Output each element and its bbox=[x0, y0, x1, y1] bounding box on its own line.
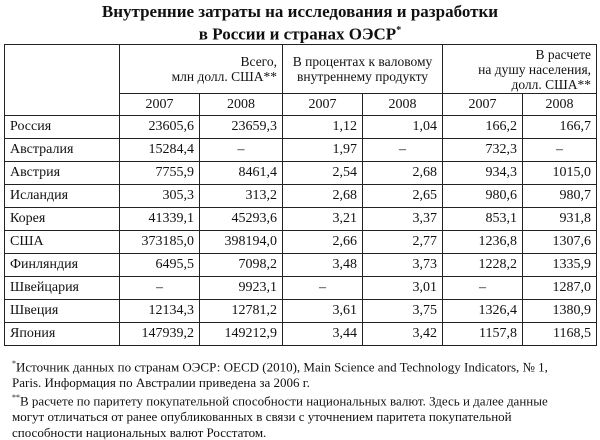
year-header-cell: 2008 bbox=[200, 94, 283, 116]
value-cell: 2,66 bbox=[283, 231, 363, 254]
year-header-cell: 2007 bbox=[443, 94, 523, 116]
footnote-1-line-1: Источник данных по странам ОЭСР: OECD (2010), Main Science and Technology Indicators, № 1, bbox=[16, 359, 548, 375]
value-cell: 2,65 bbox=[363, 185, 443, 208]
country-cell: Япония bbox=[5, 323, 120, 346]
value-cell: 1,12 bbox=[283, 116, 363, 139]
value-cell: 1236,8 bbox=[443, 231, 523, 254]
document-title bbox=[0, 2, 600, 44]
value-cell: 398194,0 bbox=[200, 231, 283, 254]
value-cell: 166,2 bbox=[443, 116, 523, 139]
value-cell: 23605,6 bbox=[120, 116, 200, 139]
value-cell: 3,48 bbox=[283, 254, 363, 277]
value-cell: 9923,1 bbox=[200, 277, 283, 300]
footnote-2-line-3: способности национальных валют Росстатом. bbox=[12, 424, 267, 440]
value-cell: 2,68 bbox=[363, 162, 443, 185]
country-cell: Австралия bbox=[5, 139, 120, 162]
table-row bbox=[5, 185, 597, 208]
value-cell: 1228,2 bbox=[443, 254, 523, 277]
value-cell: 1157,8 bbox=[443, 323, 523, 346]
value-cell: – bbox=[363, 139, 443, 162]
value-cell: 41339,1 bbox=[120, 208, 200, 231]
value-cell: 732,3 bbox=[443, 139, 523, 162]
value-cell: 7755,9 bbox=[120, 162, 200, 185]
table-row bbox=[5, 162, 597, 185]
title-line-2-text: в России и странах ОЭСР bbox=[198, 24, 397, 44]
group-header-row bbox=[5, 45, 597, 94]
value-cell: 3,75 bbox=[363, 300, 443, 323]
value-cell: 45293,6 bbox=[200, 208, 283, 231]
country-cell: Австрия bbox=[5, 162, 120, 185]
table-row bbox=[5, 254, 597, 277]
value-cell: 12134,3 bbox=[120, 300, 200, 323]
year-header-cell: 2008 bbox=[523, 94, 597, 116]
value-cell: 313,2 bbox=[200, 185, 283, 208]
table-row bbox=[5, 231, 597, 254]
value-cell: 980,7 bbox=[523, 185, 597, 208]
value-cell: 3,44 bbox=[283, 323, 363, 346]
value-cell: 3,42 bbox=[363, 323, 443, 346]
footnotes bbox=[12, 356, 592, 440]
year-header-cell: 2007 bbox=[283, 94, 363, 116]
group-header-line: Всего, bbox=[240, 54, 278, 69]
country-header-cell bbox=[5, 45, 120, 116]
footnote-1-mark: * bbox=[12, 359, 16, 368]
value-cell: – bbox=[283, 277, 363, 300]
footnote-2 bbox=[12, 390, 592, 409]
value-cell: 934,3 bbox=[443, 162, 523, 185]
value-cell: 15284,4 bbox=[120, 139, 200, 162]
footnote-1-line-2: Paris. Информация по Австралии приведена за 2006 г. bbox=[12, 374, 310, 390]
value-cell: – bbox=[443, 277, 523, 300]
value-cell: 3,21 bbox=[283, 208, 363, 231]
title-line-2 bbox=[0, 21, 600, 44]
year-header-cell: 2008 bbox=[363, 94, 443, 116]
footnote-2-line-1: В расчете по паритету покупательной способности национальных валют. Здесь и далее данные bbox=[20, 393, 548, 409]
group-header-line: долл. США** bbox=[511, 76, 592, 92]
value-cell: 931,8 bbox=[523, 208, 597, 231]
value-cell: 147939,2 bbox=[120, 323, 200, 346]
value-cell: 853,1 bbox=[443, 208, 523, 231]
value-cell: 7098,2 bbox=[200, 254, 283, 277]
value-cell: 8461,4 bbox=[200, 162, 283, 185]
value-cell: 1380,9 bbox=[523, 300, 597, 323]
group-header-per-capita bbox=[443, 45, 597, 94]
value-cell: 1168,5 bbox=[523, 323, 597, 346]
value-cell: 6495,5 bbox=[120, 254, 200, 277]
group-header-line: внутреннему продукту bbox=[296, 69, 429, 84]
group-header-line: В процентах к валовому bbox=[292, 54, 433, 69]
country-cell: США bbox=[5, 231, 120, 254]
country-cell: Швеция bbox=[5, 300, 120, 323]
country-cell: Россия bbox=[5, 116, 120, 139]
table-row bbox=[5, 300, 597, 323]
group-header-gdp-share bbox=[283, 45, 443, 94]
country-cell: Корея bbox=[5, 208, 120, 231]
table-row bbox=[5, 139, 597, 162]
country-cell: Финляндия bbox=[5, 254, 120, 277]
value-cell: – bbox=[200, 139, 283, 162]
value-cell: 1,04 bbox=[363, 116, 443, 139]
table-row bbox=[5, 277, 597, 300]
value-cell: 3,73 bbox=[363, 254, 443, 277]
group-header-line: В расчете bbox=[535, 46, 592, 62]
value-cell: – bbox=[120, 277, 200, 300]
value-cell: 3,61 bbox=[283, 300, 363, 323]
rd-expenditure-table bbox=[4, 44, 597, 346]
group-header-total bbox=[120, 45, 283, 94]
country-cell: Исландия bbox=[5, 185, 120, 208]
value-cell: 2,77 bbox=[363, 231, 443, 254]
value-cell: 373185,0 bbox=[120, 231, 200, 254]
value-cell: 1,97 bbox=[283, 139, 363, 162]
country-cell: Швейцария bbox=[5, 277, 120, 300]
title-footnote-mark: * bbox=[396, 25, 402, 36]
value-cell: – bbox=[523, 139, 597, 162]
value-cell: 12781,2 bbox=[200, 300, 283, 323]
value-cell: 1307,6 bbox=[523, 231, 597, 254]
group-header-line: на душу населения, bbox=[478, 61, 592, 77]
footnote-2-mark: ** bbox=[12, 393, 20, 403]
value-cell: 1287,0 bbox=[523, 277, 597, 300]
table-row bbox=[5, 323, 597, 346]
value-cell: 2,68 bbox=[283, 185, 363, 208]
value-cell: 980,6 bbox=[443, 185, 523, 208]
value-cell: 3,01 bbox=[363, 277, 443, 300]
value-cell: 3,37 bbox=[363, 208, 443, 231]
footnote-1 bbox=[12, 356, 592, 375]
value-cell: 23659,3 bbox=[200, 116, 283, 139]
value-cell: 1335,9 bbox=[523, 254, 597, 277]
footnote-2-line-2: могут отличаться от ранее опубликованных в связи с уточнением паритета покупательной bbox=[12, 409, 512, 425]
value-cell: 2,54 bbox=[283, 162, 363, 185]
value-cell: 1015,0 bbox=[523, 162, 597, 185]
value-cell: 1326,4 bbox=[443, 300, 523, 323]
value-cell: 149212,9 bbox=[200, 323, 283, 346]
year-header-cell: 2007 bbox=[120, 94, 200, 116]
value-cell: 305,3 bbox=[120, 185, 200, 208]
table-row bbox=[5, 208, 597, 231]
value-cell: 166,7 bbox=[523, 116, 597, 139]
group-header-line: млн долл. США** bbox=[171, 69, 278, 84]
title-line-1: Внутренние затраты на исследования и разработки bbox=[101, 2, 499, 21]
table-row bbox=[5, 116, 597, 139]
